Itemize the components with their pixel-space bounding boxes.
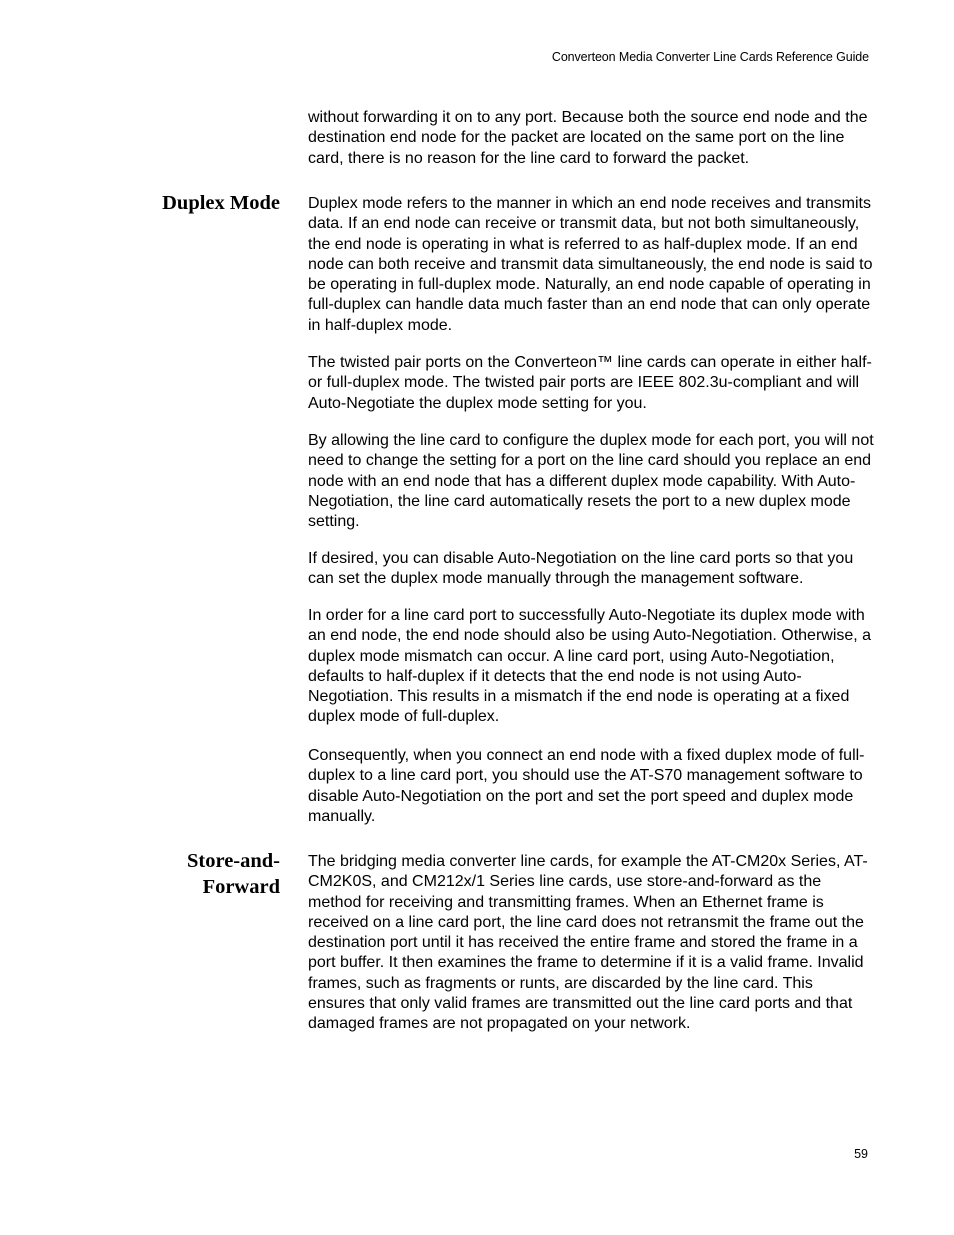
- paragraph-duplex-6: [308, 746, 874, 827]
- paragraph: Consequently, when you connect an end node with a fixed duplex mode of full-duplex to a line card port, you should use the AT-S70 management software to disable Auto-Negotiation on the port and set the port speed and duplex mode manually.: [308, 747, 865, 825]
- page-number: 59: [854, 1147, 868, 1161]
- paragraph-duplex-1: [308, 194, 874, 336]
- paragraph: The twisted pair ports on the Converteon™ line cards can operate in either half- or full-duplex mode. The twisted pair ports are IEEE 802.3u-compliant and will Auto-Negotiate the duplex mode setting for you.: [308, 354, 872, 412]
- paragraph-duplex-3: [308, 431, 874, 532]
- paragraph: without forwarding it on to any port. Because both the source end node and the destination end node for the packet are located on the same port on the line card, there is no reason for the line card to forward the packet.: [308, 109, 868, 167]
- paragraph-duplex-2: [308, 353, 874, 414]
- paragraph: If desired, you can disable Auto-Negotiation on the line card ports so that you can set the duplex mode manually through the management software.: [308, 550, 854, 588]
- section-heading-store-and-forward: [187, 848, 280, 900]
- paragraph-duplex-4: [308, 549, 874, 590]
- paragraph: The bridging media converter line cards, for example the AT-CM20x Series, AT-CM2K0S, and CM212x/1 Series line cards, use store-and-forward as the method for receiving and transmitting frames. When an Ethernet frame is received on a line card port, the line card does not retransmit the frame out the destination port until it has received the entire frame and stored the frame in a port buffer. It then examines the frame to determine if it is a valid frame. Invalid frames, such as fragments or runts, are discarded by the line card. This ensures that only valid frames are transmitted out the line card ports and that damaged frames are not propagated on your network.: [308, 853, 868, 1033]
- paragraph: In order for a line card port to successfully Auto-Negotiate its duplex mode with an end node, the end node should also be using Auto-Negotiation. Otherwise, a duplex mode mismatch can occur. A line card port, using Auto-Negotiation, defaults to half-duplex if it detects that the end node is not using Auto-Negotiation. This results in a mismatch if the end node is operating at a fixed duplex mode of full-duplex.: [308, 607, 872, 726]
- running-header: Converteon Media Converter Line Cards Reference Guide: [551, 50, 869, 64]
- paragraph: Duplex mode refers to the manner in which an end node receives and transmits data. If an end node can receive or transmit data, but not both simultaneously, the end node is operating in what is referred to as half-duplex mode. If an end node can both receive and transmit data simultaneously, the end node is said to be operating in full-duplex mode. Naturally, an end node capable of operating in full-duplex can handle data much faster than an end node that can only operate in half-duplex mode.: [308, 195, 873, 334]
- paragraph-duplex-5: [308, 606, 874, 728]
- section-heading-duplex-mode: Duplex Mode: [162, 192, 280, 214]
- paragraph-store-forward-1: [308, 852, 874, 1035]
- paragraph: By allowing the line card to configure the duplex mode for each port, you will not need to change the setting for a port on the line card should you replace an end node with an end node that has a different duplex mode capability. With Auto-Negotiation, the line card automatically resets the port to a new duplex mode setting.: [308, 432, 874, 531]
- intro-continuation: [308, 108, 874, 169]
- section-heading-line: Store-and-: [186, 850, 280, 872]
- section-heading-line: Forward: [202, 876, 280, 898]
